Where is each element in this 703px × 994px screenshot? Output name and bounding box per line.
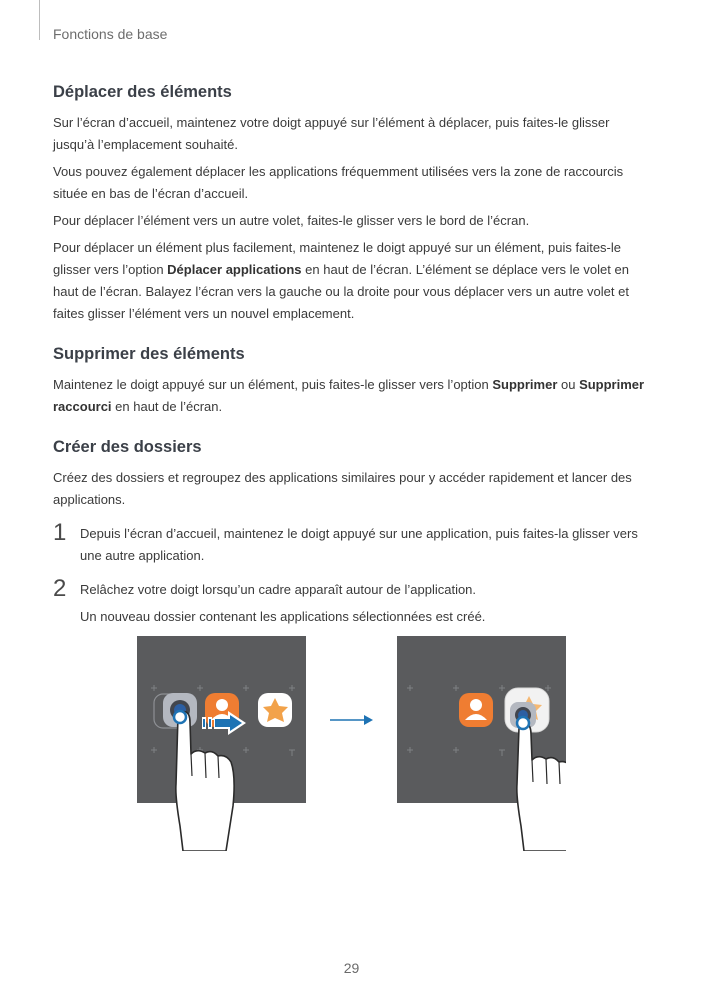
delete-paragraph	[53, 374, 653, 418]
folder-creation-illustration	[0, 636, 703, 851]
step-2	[53, 575, 653, 628]
step-number: 2	[53, 575, 67, 602]
delete-option: Supprimer	[492, 377, 558, 392]
move-paragraph-1: Sur l’écran d’accueil, maintenez votre doigt appuyé sur l’élément à déplacer, puis faites-le glisser jusqu’à l’emplacement souhaité.	[53, 115, 610, 152]
move-paragraph-2: Vous pouvez également déplacer les applications fréquemment utilisées vers la zone de raccourcis située en bas de l’écran d’accueil.	[53, 164, 624, 201]
contacts-app-icon	[459, 693, 493, 727]
move-paragraph-4	[53, 237, 653, 325]
page-number: 29	[343, 960, 360, 976]
delete-shortcut-option: Supprimer raccourci	[53, 377, 645, 414]
folders-intro: Créez des dossiers et regroupez des applications similaires pour y accéder rapidement et lancer des applications.	[53, 470, 632, 507]
move-paragraph-3: Pour déplacer l’élément vers un autre volet, faites-le glisser vers le bord de l’écran.	[53, 213, 530, 228]
step-number: 1	[53, 519, 67, 546]
move-applications-option: Déplacer applications	[167, 262, 302, 277]
touch-point-icon	[174, 711, 186, 723]
transition-arrow-icon	[330, 715, 373, 725]
step-note: Un nouveau dossier contenant les applications sélectionnées est créé.	[80, 609, 486, 624]
delete-text-e: en haut de l’écran.	[111, 399, 223, 414]
section-title-move: Déplacer des éléments	[53, 83, 232, 101]
home-screen-after	[397, 636, 575, 851]
move-p4-text-a: Pour déplacer un élément plus facilement, maintenez le doigt appuyé sur un élément, puis faites-le glisser vers l’option	[53, 240, 621, 277]
header-divider	[39, 0, 40, 40]
main-content	[53, 83, 653, 633]
touch-point-icon	[517, 717, 529, 729]
delete-text-a: Maintenez le doigt appuyé sur un élément, puis faites-le glisser vers l’option	[53, 377, 493, 392]
section-title-folders: Créer des dossiers	[53, 438, 202, 456]
header-title: Fonctions de base	[53, 26, 168, 42]
section-title-delete: Supprimer des éléments	[53, 345, 245, 363]
step-text: Depuis l’écran d’accueil, maintenez le doigt appuyé sur une application, puis faites-la glisser vers une autre application.	[80, 526, 638, 563]
star-app-icon	[258, 693, 292, 727]
home-screen-before	[137, 636, 306, 851]
step-1	[53, 519, 653, 567]
step-text: Relâchez votre doigt lorsqu’un cadre apparaît autour de l’application.	[80, 582, 477, 597]
delete-text-c: ou	[557, 377, 580, 392]
move-p4-text-c: en haut de l’écran. L’élément se déplace vers le volet en haut de l’écran. Balayez l’écran vers la gauche ou la droite pour vous déplacer vers un autre volet et faites glisser l’élément vers un nouvel emplacement.	[53, 262, 629, 321]
